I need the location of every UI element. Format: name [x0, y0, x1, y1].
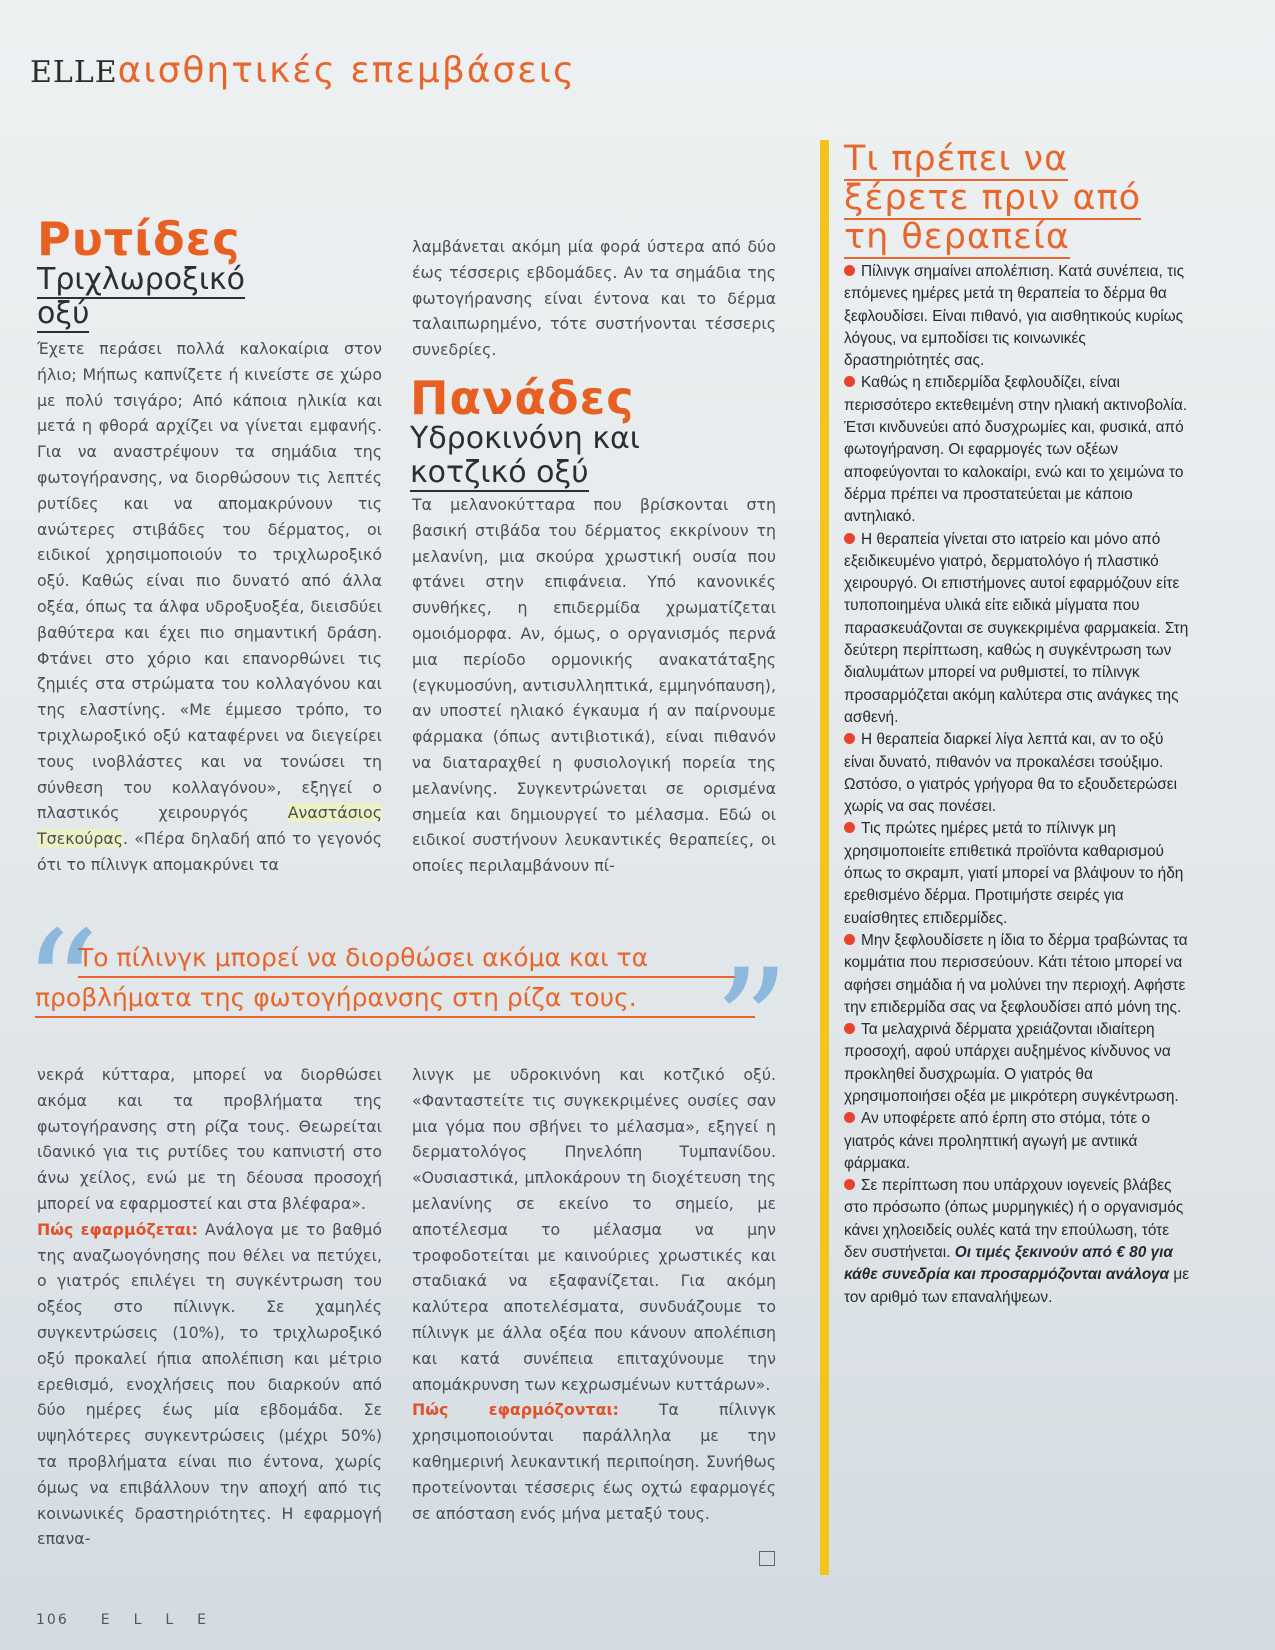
spots-subtitle-2: κοτζικό οξύ [410, 455, 589, 490]
page-header [30, 50, 576, 91]
wrinkles-heading [37, 212, 377, 331]
footer-brand: ELLE [100, 1612, 231, 1628]
wrinkles-subtitle-2: οξύ [37, 296, 90, 331]
section-title: αισθητικές επεμβάσεις [117, 50, 577, 91]
wrinkles-text-top: Έχετε περάσει πολλά καλοκαίρια στον ήλιο; Μήπως καπνίζετε ή κινείστε σε χώρο με πολύ τσιγάρο; Από κάποια ηλικία και μετά η φθορά αρχίζει να γίνεται εμφανής. Για να αναστρέψουν τα σημάδια της φωτογήρανσης, να διορθώσουν τις λεπτές ρυτίδες και να απομακρύνουν τις ανώτερες στιβάδες του δέρματος, οι ειδικοί χρησιμοποιούν το τριχλωροξικό οξύ. Καθώς είναι πιο δυνατό από άλλα οξέα, όπως τα άλφα υδροξυοξέα, διεισδύει βαθύτερα και έχει πιο σημαντική δράση. Φτάνει στο χόριο και επανορθώνει τις ζημιές στα στρώματα του κολλαγόνου και της ελαστίνης. «Με έμμεσο τρόπο, το τριχλωροξικό οξύ καταφέρνει να διεγείρει τους ινοβλάστες και να τονώσει τη σύνθεση του κολλαγόνου», εξηγεί ο πλαστικός χειρουργός Αναστάσιος Τσεκούρας. «Πέρα δηλαδή από το γεγονός ότι το πίλινγκ απομακρύνει τα [37, 339, 382, 874]
bullet-dot-icon [844, 934, 855, 945]
sidebar-item: Η θεραπεία διαρκεί λίγα λεπτά και, αν το οξύ είναι δυνατό, πιθανόν να προκαλέσει τσούξιμο. Ωστόσο, ο γιατρός γρήγορα θα το εξουδετερώσει χωρίς να σας πονέσει. [844, 731, 1178, 816]
pull-quote [23, 900, 790, 1112]
wrinkles-subtitle-1: Τριχλωροξικό [37, 262, 246, 297]
spots-text-bottom: λινγκ με υδροκινόνη και κοτζικό οξύ. «Φανταστείτε τις συγκεκριμένες ουσίες σαν μια γόμα που σβήνει το μέλασμα», εξηγεί η δερματολόγος Πηνελόπη Τυμπανίδου. «Ουσιαστικά, μπλοκάρουν τη διοχέτευση της μελανίνης σε εκείνο το σημείο, με αποτέλεσμα το μέλασμα να μην τροφοδοτείται με καινούριες χρωστικές και σταδιακά να εξαφανίζεται. Για ακόμη καλύτερα αποτελέσματα, συνδυάζουμε το πίλινγκ με άλλα οξέα που κάνουν απολέπιση και κατά συνέπεια επιταχύνουμε την απομάκρυνση των κεχρωσμένων κυττάρων». Πώς εφαρμόζονται: Τα πίλινγκ χρησιμοποιούνται παράλληλα με την καθημερινή λευκαντική περιποίηση. Συνήθως προτείνονται τέσσερις έως οχτώ εφαρμογές σε απόσταση ενός μήνα μεταξύ τους. [412, 1065, 776, 1523]
end-mark-icon [759, 1551, 775, 1566]
spots-text-top: Τα μελανοκύτταρα που βρίσκονται στη βασική στιβάδα του δέρματος εκκρίνουν τη μελανίνη, μια σκούρα χρωστική ουσία που φτάνει στην επιφάνεια. Υπό κανονικές συνθήκες, η επιδερμίδα χρωματίζεται ομοιόμορφα. Αν, όμως, ο οργανισμός περνά μια περίοδο ορμονικής ανακατάταξης (εγκυμοσύνη, αντισυλληπτικά, εμμηνόπαυση), αν υποστεί ηλιακό έγκαυμα ή αν παίρνουμε φάρμακα (όπως αντιβιοτικά), είναι πιθανόν να διαταραχθεί η φυσιολογική πορεία της μελανίνης. Συγκεντρώνεται σε ορισμένα σημεία και δημιουργεί το μέλασμα. Εδώ οι ειδικοί συστήνουν λευκαντικές θεραπείες, οι οποίες περιλαμβάνουν πί- [412, 495, 776, 876]
bullet-dot-icon [844, 265, 855, 276]
bullet-dot-icon [844, 533, 855, 544]
sidebar-item: Αν υποφέρετε από έρπη στο στόμα, τότε ο γιατρός κάνει προληπτική αγωγή με αντιικά φάρμακα. [844, 1110, 1151, 1172]
bullet-dot-icon [844, 733, 855, 744]
spots-heading [410, 371, 770, 490]
sidebar-item: Πίλινγκ σημαίνει απολέπιση. Κατά συνέπεια, τις επόμενες ημέρες μετά τη θεραπεία το δέρμα θα ξεφλουδίσει. Είναι πιθανό, για αισθητικούς κυρίως λόγους, να εμποδίσει τις κοινωνικές δραστηριότητές σας. [844, 263, 1185, 370]
wrinkles-how-label: Πώς εφαρμόζεται: [37, 1219, 198, 1239]
sidebar-body [844, 261, 1194, 1309]
wrinkles-title: Ρυτίδες [37, 212, 241, 266]
bullet-dot-icon [844, 1179, 855, 1190]
sidebar-item: Η θεραπεία γίνεται στο ιατρείο και μόνο από εξειδικευμένο γιατρό, δερματολόγο ή πλαστικό χειρουργό. Οι επιστήμονες αυτοί εφαρμόζουν είτε τυποποιημένα υλικά είτε ειδικά μίγματα που παρασκευάζονται σε συγκεκριμένα φαρμακεία. Στη δεύτερη περίπτωση, καθώς η συγκέντρωση των διαλυμάτων μπορεί να ρυθμιστεί, το πίλινγκ προσαρμόζεται ακόμη καλύτερα στις ανάγκες της ασθενή. [844, 530, 1189, 726]
open-quote-mark: “ [23, 900, 100, 1074]
quote-line-2: προβλήματα της φωτογήρανσης στη ρίζα τους. [35, 980, 755, 1018]
wrinkles-text-continued: λαμβάνεται ακόμη μία φορά ύστερα από δύο έως τέσσερις εβδομάδες. Αν τα σημάδια της φωτογήρανσης είναι έντονα και το δέρμα ταλαιπωρημένο, τότε συστήνονται τέσσερις συνεδρίες. [412, 237, 776, 360]
sidebar-item: Σε περίπτωση που υπάρχουν ιογενείς βλάβες στο πρόσωπο (όπως μυρμηγκιές) ή ο οργανισμός κάνει χηλοειδείς ουλές κατά την επούλωση, τότε δεν συστήνεται. Οι τιμές ξεκινούν από € 80 για κάθε συνεδρία και προσαρμόζονται ανάλογα με τον αριθμό των επαναλήψεων. [844, 1177, 1190, 1306]
page-number: 106 [36, 1612, 69, 1628]
spots-title: Πανάδες [410, 371, 635, 425]
spots-how-label: Πώς εφαρμόζονται: [412, 1400, 619, 1420]
wrinkles-text-bottom: νεκρά κύτταρα, μπορεί να διορθώσει ακόμα και τα προβλήματα της φωτογήρανσης στη ρίζα τους. Θεωρείται ιδανικό για τις ρυτίδες του καπνιστή στο άνω χείλος, ενώ με τη δέουσα προσοχή μπορεί να εφαρμοστεί και στα βλέφαρα». Πώς εφαρμόζεται: Ανάλογα με το βαθμό της αναζωογόνησης που θέλει να πετύχει, ο γιατρός επιλέγει τη συγκέντρωση του οξέος στο πίλινγκ. Σε χαμηλές συγκεντρώσεις (10%), το τριχλωροξικό οξύ προκαλεί ήπια απολέπιση και μέτριο ερεθισμό, ενοχλήσεις που διαρκούν από δύο ημέρες έως μία εβδομάδα. Σε υψηλότερες συγκεντρώσεις (μέχρι 50%) τα προβλήματα είναι πιο έντονα, χωρίς όμως να επιβάλλουν την αποχή από τις κοινωνικές δραστηριότητες. Η εφαρμογή επανα- [37, 1065, 382, 1549]
bullet-dot-icon [844, 1112, 855, 1123]
bullet-dot-icon [844, 1023, 855, 1034]
close-quote-mark: ” [713, 938, 790, 1112]
bullet-dot-icon [844, 822, 855, 833]
sidebar-item: Καθώς η επιδερμίδα ξεφλουδίζει, είναι περισσότερο εκτεθειμένη στην ηλιακή ακτινοβολία. Έτσι κινδυνεύει από δυσχρωμίες και, φυσικά, από φωτογήρανση. Οι εφαρμογές των οξέων αποφεύγονται το καλοκαίρι, ενώ και το χειμώνα το δέρμα πρέπει να προστατεύεται με κάποιο αντηλιακό. [844, 374, 1188, 526]
sidebar-box [820, 140, 1195, 1575]
sidebar-title: Τι πρέπει να ξέρετε πριν από τη θεραπεία [844, 139, 1142, 257]
bullet-dot-icon [844, 376, 855, 387]
sidebar-item: Τις πρώτες ημέρες μετά το πίλινγκ μη χρησιμοποιείτε επιθετικά προϊόντα καθαρισμού όπως το σκραμπ, γιατί μπορεί να βλάψουν το ήδη ερεθισμένο δέρμα. Προτιμήστε σειρές για ευαίσθητες επιδερμίδες. [844, 820, 1184, 927]
quote-line-1: Το πίλινγκ μπορεί να διορθώσει ακόμα και τα [78, 940, 736, 978]
price-note: Οι τιμές ξεκινούν από € 80 για κάθε συνεδρία και προσαρμόζονται ανάλογα [844, 1244, 1173, 1284]
sidebar-accent-bar [820, 140, 829, 1575]
page-footer [36, 1612, 230, 1628]
magazine-logo: ELLE [30, 55, 118, 90]
sidebar-item: Μην ξεφλουδίσετε η ίδια το δέρμα τραβώντας τα κομμάτια που περισσεύουν. Κάτι τέτοιο μπορεί να αφήσει σημάδια ή να μολύνει την περιοχή. Αφήστε την επιδερμίδα σας να ξεφλουδίσει από μόνη της. [844, 931, 1188, 1016]
surgeon-name: Αναστάσιος Τσεκούρας [37, 803, 382, 849]
sidebar-item: Τα μελαχρινά δέρματα χρειάζονται ιδιαίτερη προσοχή, αφού υπάρχει αυξημένος κίνδυνος να προκληθεί δυσχρωμία. Ο γιατρός θα χρησιμοποιήσει οξέα με μικρότερη συγκέντρωση. [844, 1021, 1179, 1105]
spots-subtitle-1: Υδροκινόνη και [410, 421, 640, 456]
